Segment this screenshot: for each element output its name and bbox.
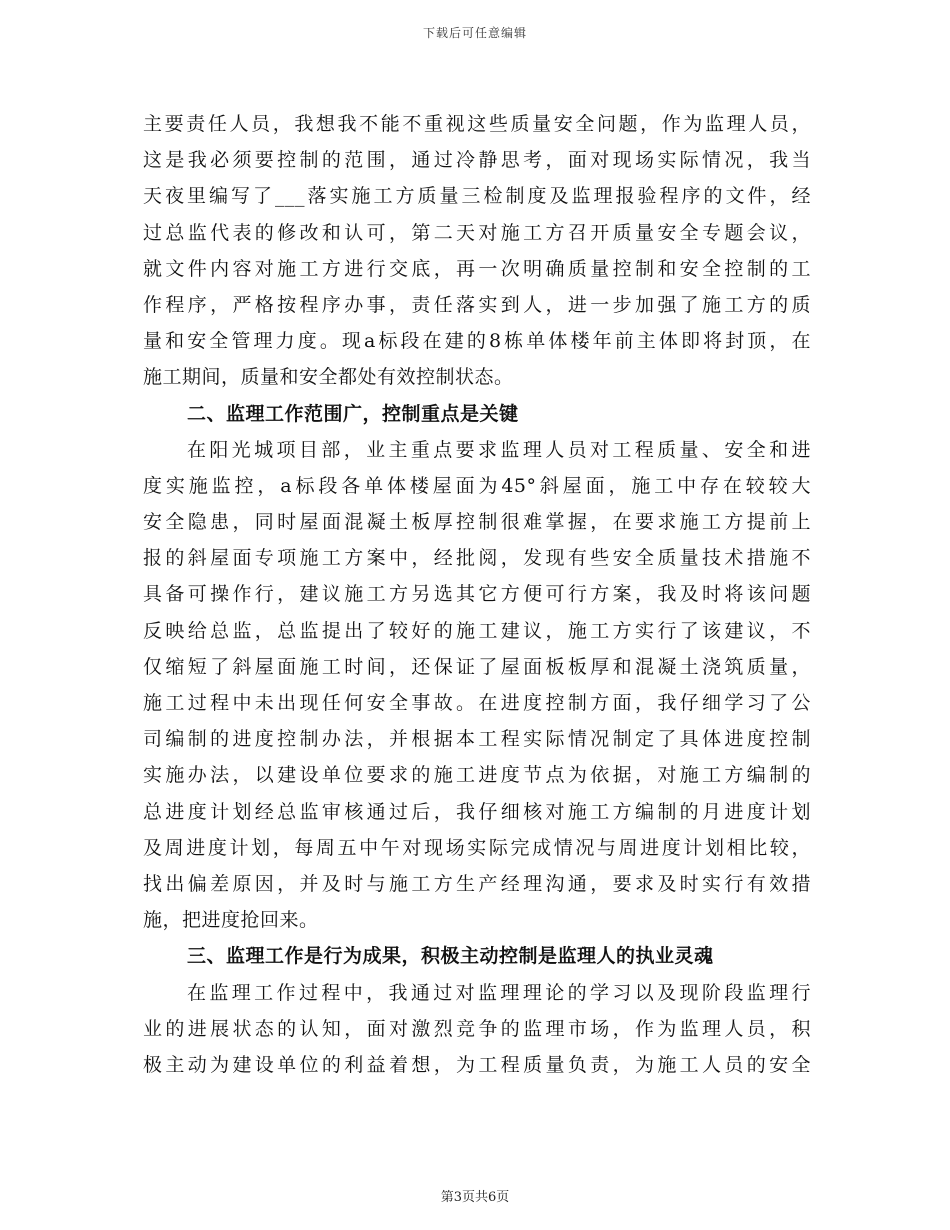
text-line: 总进度计划经总监审核通过后，我仔细核对施工方编制的月进度计划 — [143, 800, 811, 823]
text-line: 具备可操作行，建议施工方另选其它方便可行方案，我及时将该问题 — [143, 583, 811, 606]
text-line: 找出偏差原因，并及时与施工方生产经理沟通，要求及时实行有效措 — [143, 872, 811, 895]
text-line: 度实施监控，a标段各单体楼屋面为45°斜屋面，施工中存在较较大 — [143, 474, 811, 497]
page-header: 下载后可任意编辑 — [422, 26, 527, 40]
text-line: 天夜里编写了___落实施工方质量三检制度及监理报验程序的文件，经 — [143, 185, 811, 208]
text-line: 过总监代表的修改和认可，第二天对施工方召开质量安全专题会议， — [143, 221, 811, 244]
text-line: 这是我必须要控制的范围，通过冷静思考，面对现场实际情况，我当 — [143, 149, 811, 172]
text-line: 及周进度计划，每周五中午对现场实际完成情况与周进度计划相比较， — [143, 836, 811, 859]
text-line: 施工期间，质量和安全都处有效控制状态。 — [143, 366, 514, 389]
text-line: 司编制的进度控制办法，并根据本工程实际情况制定了具体进度控制 — [143, 728, 811, 751]
text-line: 施，把进度抢回来。 — [143, 909, 319, 932]
text-line: 在阳光城项目部，业主重点要求监理人员对工程质量、安全和进 — [187, 438, 811, 461]
text-line: 主要责任人员，我想我不能不重视这些质量安全问题，作为监理人员， — [143, 113, 811, 135]
text-line: 极主动为建设单位的利益着想，为工程质量负责，为施工人员的安全 — [143, 1053, 811, 1076]
text-line: 实施办法，以建设单位要求的施工进度节点为依据，对施工方编制的 — [143, 764, 811, 787]
document-body — [143, 106, 811, 1083]
text-line: 报的斜屋面专项施工方案中，经批阅，发现有些安全质量技术措施不 — [143, 547, 811, 570]
section-heading: 三、监理工作是行为成果，积极主动控制是监理人的执业灵魂 — [187, 945, 714, 968]
text-line: 就文件内容对施工方进行交底，再一次明确质量控制和安全控制的工 — [143, 257, 811, 280]
text-line: 作程序，严格按程序办事，责任落实到人，进一步加强了施工方的质 — [143, 293, 811, 316]
text-line: 施工过程中未出现任何安全事故。在进度控制方面，我仔细学习了公 — [143, 692, 811, 714]
text-line: 业的进展状态的认知，面对激烈竞争的监理市场，作为监理人员，积 — [143, 1017, 811, 1040]
text-line: 仅缩短了斜屋面施工时间，还保证了屋面板板厚和混凝土浇筑质量， — [143, 655, 811, 678]
page-footer: 第3页共6页 — [440, 1190, 510, 1205]
text-line: 量和安全管理力度。现a标段在建的8栋单体楼年前主体即将封顶，在 — [143, 330, 811, 353]
text-line: 在监理工作过程中，我通过对监理理论的学习以及现阶段监理行 — [187, 981, 811, 1004]
section-heading: 二、监理工作范围广，控制重点是关键 — [187, 402, 519, 425]
text-line: 安全隐患，同时屋面混凝土板厚控制很难掌握，在要求施工方提前上 — [143, 511, 811, 534]
text-line: 反映给总监，总监提出了较好的施工建议，施工方实行了该建议，不 — [143, 619, 811, 642]
